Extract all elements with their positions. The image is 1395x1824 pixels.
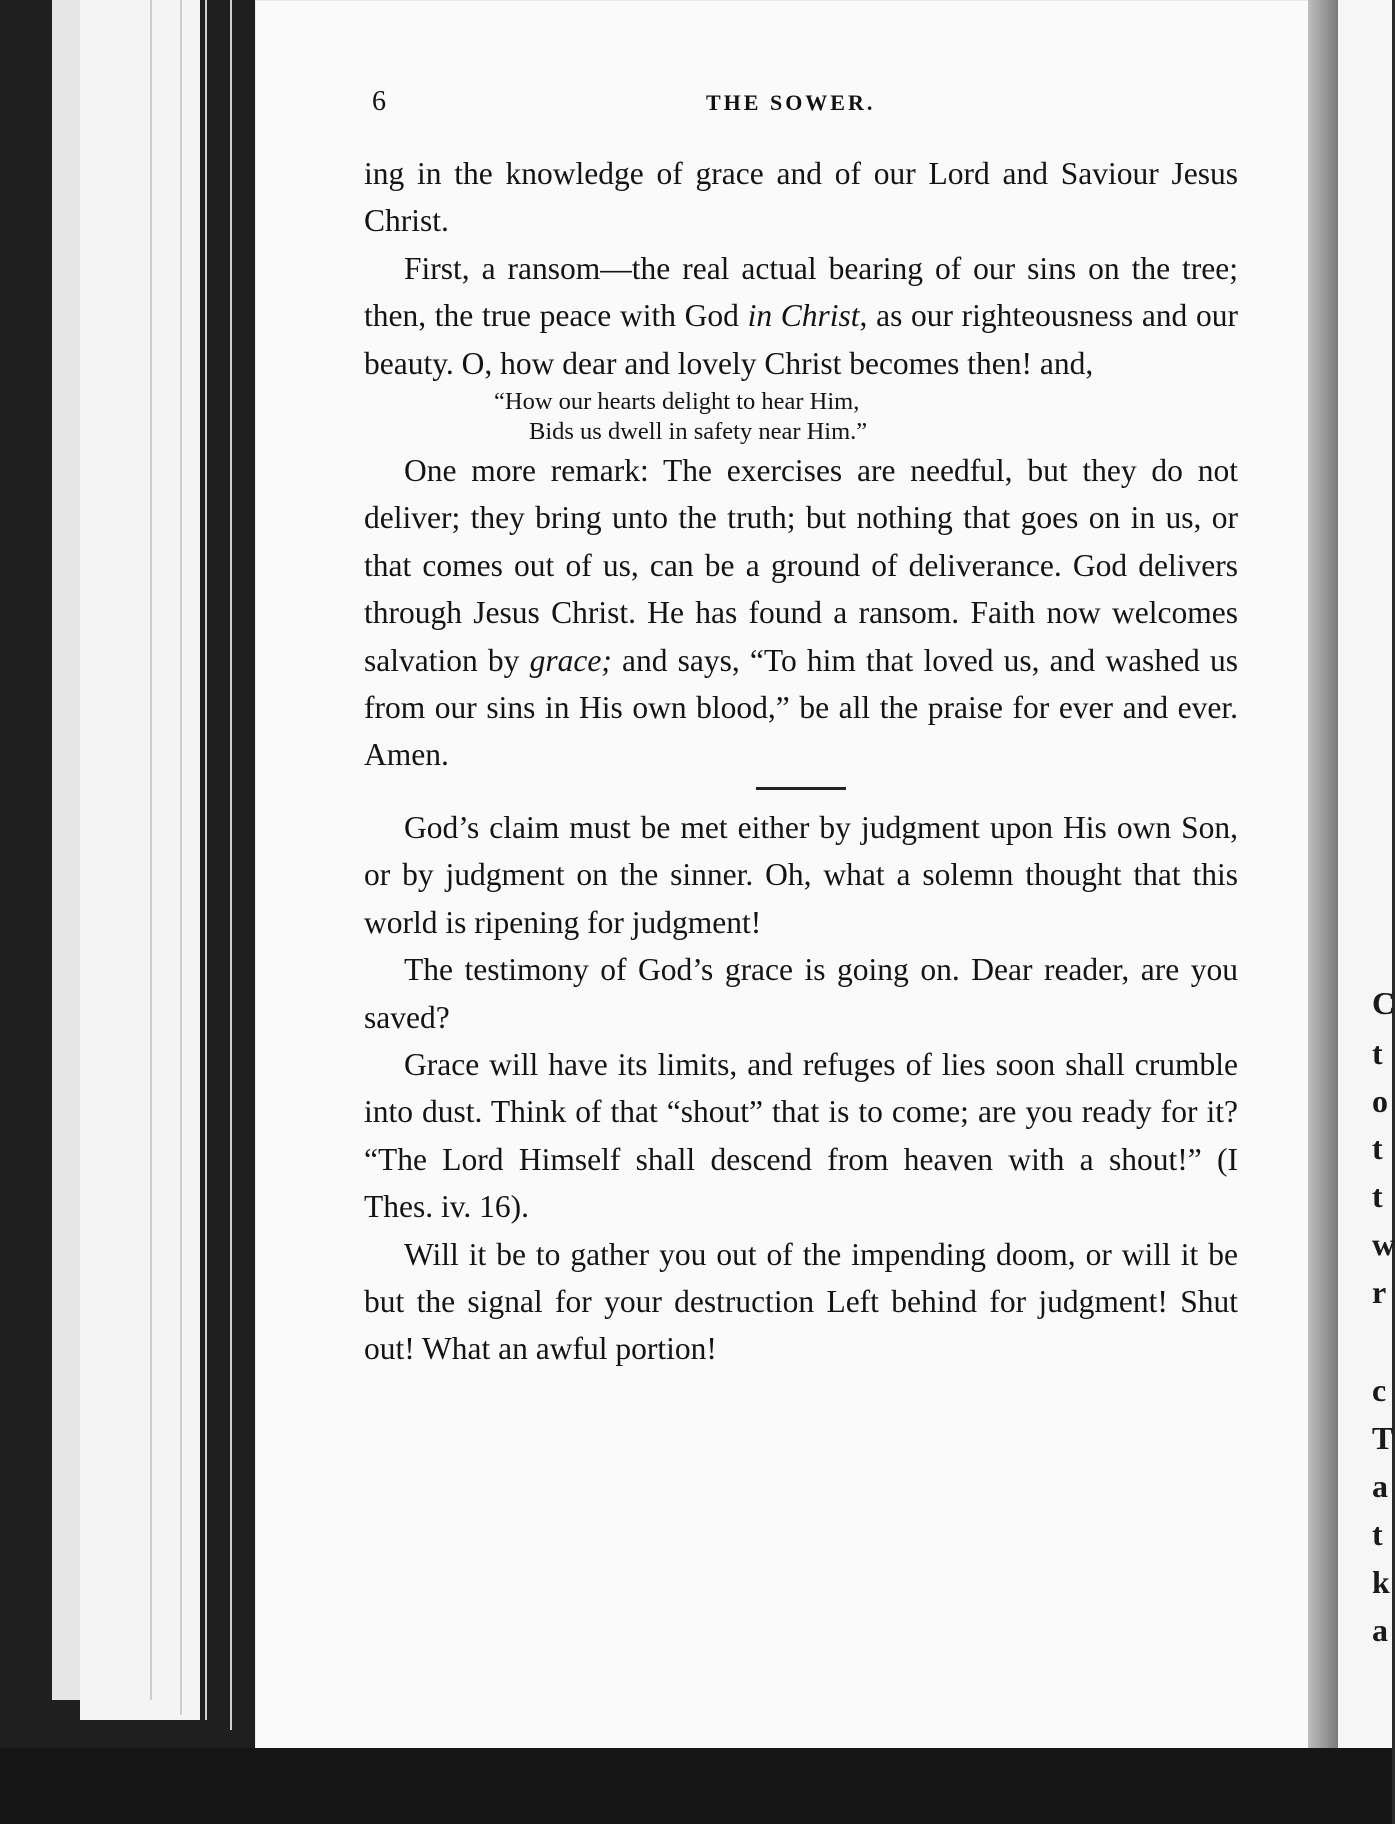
italic-text: grace;: [529, 642, 612, 678]
page-edge-line: [205, 0, 207, 1720]
page-edge: [80, 0, 200, 1720]
facing-page-letter: k: [1372, 1564, 1390, 1600]
paragraph-claim: God’s claim must be met either by judgment upon His own Son, or by judgment on the sinner. Oh, what a solemn thought that this world is ripening for judgment!: [364, 809, 1238, 940]
facing-page-letter: t: [1372, 1130, 1383, 1166]
page-gutter-shadow: [1308, 0, 1338, 1760]
facing-page-letter: a: [1372, 1468, 1388, 1504]
verse-line: Bids us dwell in safety near Him.”: [529, 418, 868, 446]
page-edge: [52, 0, 82, 1700]
page-edge-line: [150, 0, 152, 1700]
facing-page-letter: t: [1372, 1178, 1383, 1214]
verse-line: “How our hearts delight to hear Him,: [494, 388, 860, 416]
section-divider: [756, 787, 846, 790]
facing-page-letter: C: [1372, 985, 1395, 1021]
facing-page-letter: t: [1372, 1035, 1383, 1071]
paragraph-doom: Will it be to gather you out of the impending doom, or will it be but the signal for your destruction Left behind for judgment! Shut out! What an awful portion!: [364, 1236, 1238, 1367]
paragraph-text: First, a ransom—the real actual bearing of our sins on the tree; then, the true peace with God: [364, 250, 1238, 334]
italic-text: in Christ: [747, 298, 860, 334]
facing-page-letter: w: [1372, 1226, 1395, 1262]
paragraph-ransom: [364, 245, 1238, 387]
paragraph-text: , as our righteousness and our beauty. O, how dear and lovely Christ becomes then! and,: [364, 298, 1238, 381]
facing-page-letter: t: [1372, 1516, 1383, 1552]
scanner-bottom-edge: [0, 1748, 1392, 1824]
page-body: [364, 150, 1238, 1373]
page-number: 6: [372, 86, 386, 117]
facing-page-letter: T: [1372, 1420, 1394, 1456]
facing-page-letter: o: [1372, 1083, 1388, 1119]
facing-page-letter: c: [1372, 1372, 1387, 1408]
paragraph-text: One more remark: The exercises are needful, but they do not deliver; they bring unto the truth; but nothing that goes on in us, or that comes out of us, can be a ground of deliverance. God delivers through Jesus Christ. He has found a ransom. Faith now welcomes salvation by: [364, 453, 1238, 678]
page-header: [372, 86, 1252, 126]
verse-quote: [364, 387, 1238, 447]
page-edge-line: [230, 0, 232, 1730]
paragraph-testimony: The testimony of God’s grace is going on. Dear reader, are you saved?: [364, 952, 1238, 1035]
paragraph-grace: Grace will have its limits, and refuges of lies soon shall crumble into dust. Think of that “shout” that is to come; are you ready for it? “The Lord Himself shall descend from heaven with a shout!” (I Thes. iv. 16).: [364, 1046, 1238, 1225]
page-edge-line: [180, 0, 182, 1715]
paragraph-text: and says, “To him that loved us, and washed us from our sins in His own blood,” be all the praise for ever and ever. Amen.: [364, 642, 1238, 773]
facing-page-letter: r: [1372, 1274, 1387, 1310]
paragraph-remark: [364, 447, 1238, 779]
paragraph-continuation: ing in the knowledge of grace and of our Lord and Saviour Jesus Christ.: [364, 156, 1238, 239]
facing-page-letter: a: [1372, 1612, 1388, 1648]
running-title: THE SOWER.: [706, 90, 876, 115]
